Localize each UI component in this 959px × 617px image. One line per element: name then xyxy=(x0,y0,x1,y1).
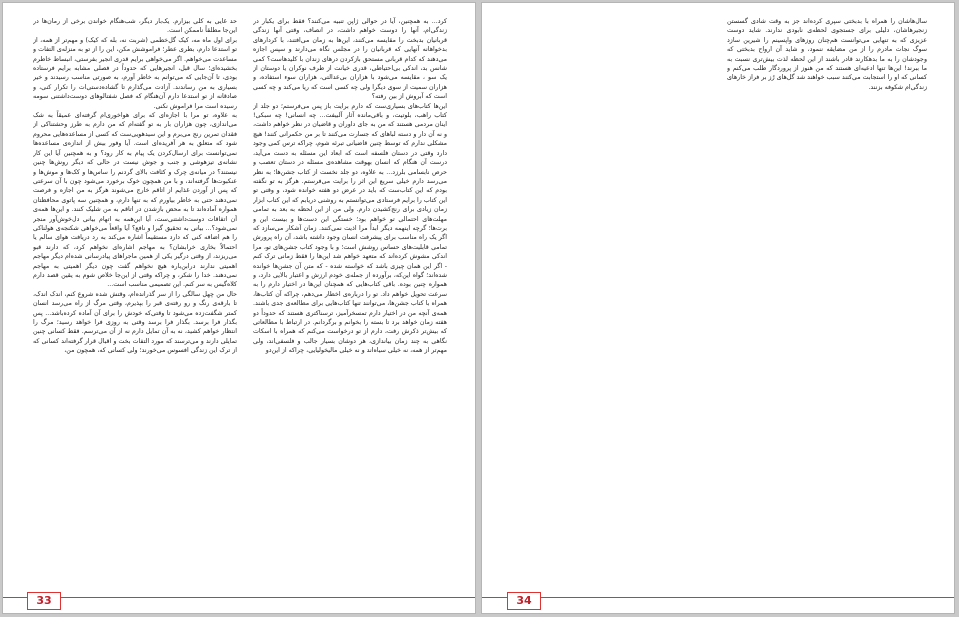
page-left xyxy=(2,2,476,614)
page-number: 34 xyxy=(507,592,541,610)
paragraph: برای اول ماه مه، کیک گل‌خطمی (شربت نه، بله که کیک) و مهم‌تر از همه، از تو استدعا دارم، بطری عطر؛ فراموشش مکن، این را از تو به منزله‌ی التفات و مساعدت می‌خواهم. اگر می‌خواهی برایم قدری انجیر بفرستی، انبساط خاطرم بخشیده‌ای؛ سال قبل، انجیرهایی که حدوداً در فصلی مشابه برایم فرستاده بودی، تا آن‌جایی که می‌توانم به خاطر آورم، به صورتی مناسب رسیدند و خیر بسیاری به من رساندند. آزادت می‌گذارم تا گشاده‌دستی‌ات را تکرار کنی، و صادقانه از تو استدعا دارم آن‌هنگام که فصل شفتالوهای دوست‌داشتنی سومه رسیده است مرا فراموش نکنی. xyxy=(33,36,237,110)
paragraph: حال من چهل سالگی را از سر گذرانده‌ام، وقتش شده شروع کنم، اندک اندک، تا بارقه‌ی رنگ و رو رفته‌ی قبر را بپذیرم، وقتی مرگ از راه می‌رسد انسان کمتر شگفت‌زده می‌شود تا وقتی‌که خودش را برای آن آماده کرده‌باشد... پس بگذار فرا برسد. بگذار فرا برسد وقتی به روزی فرا خواهد رسید؛ مرگ را انتظار خواهم کشید، نه به آن تمایل دارم نه از آن می‌ترسم. فقط کسانی چنین تمایلی دارند و می‌ترسند که مورد التفات بخت و اقبال قرار گرفته‌اند کسانی که از ترک این زندگی افسوس می‌خورند؛ ولی کسانی که، همچون من، xyxy=(33,290,237,355)
text-column-right xyxy=(253,17,447,585)
paragraph: به علاوه، تو مرا با اجازه‌ای که برای هواخوری‌ام گرفته‌ای عمیقاً به شک می‌اندازی، چون هزاران بار به تو گفته‌ام که من دارم به طرز وحشتناکی از فقدان تمرین رنج می‌برم و این سیدهویی‌ست که کسی از مساعده‌هایی محروم شود که متعلق به هر آفریده‌ای است. آیا وفور بیش از اندازه‌ی مساعده‌ها نمی‌توانست برای ارسال‌کردن یک پیام به کار رود؟ و به همچنین آیا این کار نشانه‌ی تیزهوشی و جنب و جوش نیست در حالی که دیگر روش‌ها چنین نیستند؟ در میانه‌ی چرک و کثافت بالای گردنم را ساس‌ها و کک‌ها و موش‌ها و عنکبوت‌ها گرفته‌اند، و با من همچون خوک برخورد می‌شود چون با آن سرعتی که پس از آوردن غذایم از اتاقم خارج می‌شوند هرگز به من اجازه و فرصت نمی‌دهند حتی به خاطر بیاورم که به تنها دارم، و همچنین سه پاتوی محافظتان همواره آماده‌اند تا به محض بازشدن در اتاقم به من شلیک کنند. و این‌ها همه‌ی آن اتفاقات دوست‌داشتنی‌ست، آیا این‌همه به اتهام بیانی دل‌خوش‌آور منجر نمی‌شود؟... بیانی به تحقیق گیرا و نافع؟ آیا واقعاً می‌خواهی شکنجه‌ی هولناکی را هم اضافه کنی که دارد مستقیماً اشاره می‌کند به رد دریافت هوای سالم یا احتمالاً بخاری خرابشان؟ به مهاجم اشاره‌ای نخواهم کرد، که دارند قبو می‌ریزند، از وقتی درگیر یکی از همین ماجراهای پیادرسانی شده‌ام دیگر مهاجم اهمیتی ندارند درابن‌باره هیچ نخواهم گفت چون دیگر اهمیتی به مهاجم نمی‌دهند. خدا را شکر، و چراکه وقتی از این‌جا خلاص شوم به یقین قصد دارم کلاه‌گیس به سر کنم. این تصمیمی مناسب است... xyxy=(33,112,237,289)
paragraph: این‌ها کتاب‌های بسیاری‌ست که دارم برایت باز پس می‌فرستم؛ دو جلد از کتاب راهب، بلوتیت، و باقی‌مانده آثار آلبیفت... چه انسانی! چه سبکی! اینان مردمی هستند که من به جای داوران و قاضیان در نظر خواهم داشت، و نه آن دار و دسته لباهای که جسارت می‌کنند تا بر من حکمرانی کنند! هیچ مشکلی ندارم که توسط چنین قاضیانی تبرئه شوم، چراکه ترس کمی وجود دارد وقتی در دستان فلسفه است که ابعاد این مسئله به دست می‌آید، درست آن هنگام که انسان بهوقت مشاهده‌ی مسئله در دستان تعصب و حرص نابسامی بلرزد... به علاوه، دو جلد نخست از کتاب جشن‌ها؛ به نظر می‌رسد دارم خیلی سریع این اثر را برایت می‌فرستم. هرگز به تو نگفته بودم که این کتاب‌ست که باید در عرض دو هفته خوانده شود، و وقتی تو این کتاب را برایم فرستادی می‌توانستم به روشنی دریابم که این کتاب ابزار زمان زیادی برای رنج‌کشیدن دارم. ولی من از این لحظه به بعد به تمامی مهلت‌های احتمالی تو خواهم بود؛ خستگی این دست‌ها و بیست این و برت‌ها؛ گرچه اینهمه دیگر ابداً مرا اذیت نمی‌کنند. زمان آشکار می‌سازد که اگر یک راه مناسب برای پیشرفت انسان وجود داشته باشد، آن راه پرورش تمامی قابلیت‌های حساس روشش است؛ و با وجود کتاب جشن‌های تو، مرا اندکی مشوش کرده‌اند که متعهد خواهم شد این‌ها را فقط زمانی ترک کنم - اگر این همان چیزی باشد که خواسته شده - که متن آن جشن‌ها خوانده شده‌اند؛ گواه این‌که، برآورده از جمله‌ی خودم ارزش و اعتبار بالایی دارد، و همواره چنین بوده. باقی کتاب‌هایی که همچنان این‌ها در اختیار دارم را به سرعت تحویل خواهم داد. تو را درباره‌ی اخطار می‌دهم، چراکه آن کتاب‌ها، همراه با کتاب جشن‌ها، می‌توانند تنها کتاب‌هایی برای مطالعه‌ی جدی باشند. همه‌ی آنچه من در اختیار دارم تمسخرآمیز، ترسناکتری هستند که حدوداً دو هفته زمان خواهد برد تا بسته را بخوانم و برگردانم. در ارتباط با مطالعاتی که بیش‌تر ذکرش رفت، دارم از تو درخواست می‌کنم که همراه با اسکات نگاهی به چند زمان بیاندازی، هر دوشان بسیار جالب و فلسفی‌اند، ولی مهم‌تر از همه، نه خیلی سیاه‌اند و نه خیلی مالیخولیایی، چراکه از این‌دو xyxy=(253,102,447,355)
paragraph: سال‌هاشان را همراه با بدبختی سپری کرده‌اند جز به وقت شادی گسستن زنجیرهاشان، دلیلی برای جستجوی لحظه‌ی نابودی ندارند. شاید دوست عزیزی که به تنهایی می‌توانست هم‌چنان روزهای واپسینم را شیرین سازد سوگ نجات مادرم را از من مضایقه ننمود، و شاید آن ارواح بدبختی که وجودشان را به ما بدهکارند قادر باشند از این لحظه لذت بیش‌تری نسبت به ما ببرند! این‌ها تنها ادعیه‌ای هستند که من هنوز از پروردگار طلب می‌کنم و کسانی که او را استجابت می‌کنند سبب خواهند شد گل‌های رُز بر فراز خارهای زندگی‌ام شکوفه بزنند. xyxy=(727,18,927,91)
page-number: 33 xyxy=(27,592,61,610)
paragraph: حد غایی به کلی بیزارم. یک‌بار دیگر، شب‌هنگام خواندن برخی از رمان‌ها در این‌جا مطلقاً ناممکن است. xyxy=(33,18,237,35)
text-column-right xyxy=(727,17,927,157)
text-column-left xyxy=(33,17,237,585)
page-right xyxy=(481,2,955,614)
paragraph: کرد... به همچنین، آیا در حوالی ژاپن تنبیه می‌کنند؟ فقط برای یکبار در زندگی‌ام، آنها را دوست خواهم داشت، در انصاف، وقتی آنها زندگی قربانیان بدبخت را مقایسه می‌کنند، این‌ها به زمان می‌افتند، با کردارهای بدخواهانه آنهایی که قربانیان را در مجلس نگاه می‌دارند و سپس اجازه می‌دهند که کدام قربانی مستحق بازکردن درهای زندان با کلیدهاست؟ کمی شانس بد، اندکی بی‌احتیاطی، قدری خیانت از طرف نوکران یا دوستان از یک سو ، مقایسه می‌شود با هزاران بی‌عدالتی، هزاران سوء استفاده، و هزاران سمیت از سوی دیگرا ولی چه کسی است که ریا می‌کند و چه کسی است که آبروش از بین رفته؟ xyxy=(253,18,447,101)
footer-rule xyxy=(482,597,954,598)
footer-rule xyxy=(3,597,475,598)
